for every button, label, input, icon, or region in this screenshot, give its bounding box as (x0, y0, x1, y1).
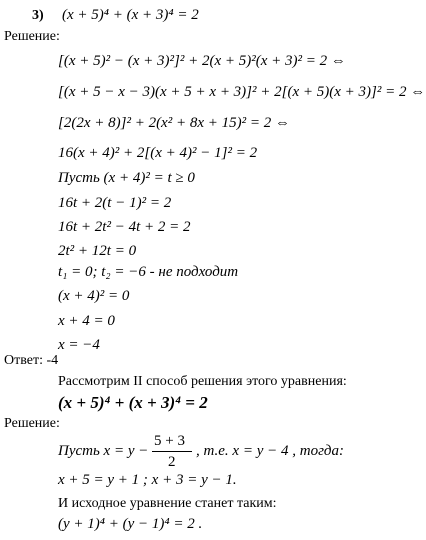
fraction-numerator: 5 + 3 (154, 433, 185, 449)
solution-step: 16t + 2t² − 4t + 2 = 2 (58, 219, 191, 235)
fraction-denominator: 2 (168, 454, 176, 470)
fraction-bar (152, 451, 192, 452)
solution-step: [(x + 5 − x − 3)(x + 5 + x + 3)]² + 2[(x + 5)(x + 3)]² = 2 ⇔ (58, 84, 426, 100)
problem-equation: (x + 5)⁴ + (x + 3)⁴ = 2 (62, 7, 199, 23)
solution-step: x = −4 (58, 337, 100, 353)
substitution-prefix: Пусть x = y − (58, 443, 149, 459)
solution-two-step: x + 5 = y + 1 ; x + 3 = y − 1. (58, 472, 237, 488)
solution-step: 16t + 2(t − 1)² = 2 (58, 195, 172, 211)
method-two-equation: (x + 5)⁴ + (x + 3)⁴ = 2 (58, 393, 208, 412)
solution-two-text: И исходное уравнение станет таким: (58, 496, 277, 511)
solution-step: 2t² + 12t = 0 (58, 243, 137, 259)
substitution-line: Пусть (x + 4)² = t ≥ 0 (58, 170, 195, 186)
solution-step: (x + 4)² = 0 (58, 288, 130, 304)
solution-step: x + 4 = 0 (58, 313, 115, 329)
answer-line: Ответ: -4 (4, 353, 59, 368)
solution-step: [2(2x + 8)]² + 2(x² + 8x + 15)² = 2 ⇔ (58, 115, 290, 131)
problem-number: 3) (32, 8, 44, 23)
solution-two-label: Решение: (4, 416, 60, 431)
solution-step: 16(x + 4)² + 2[(x + 4)² − 1]² = 2 (58, 145, 258, 161)
method-two-intro: Рассмотрим II способ решения этого уравнения: (58, 374, 347, 389)
roots-line: t₁ = 0; t₂ = −6 - не подходит (58, 264, 239, 280)
substitution-suffix: , т.е. x = y − 4 , тогда: (196, 443, 345, 459)
solution-two-step: (y + 1)⁴ + (y − 1)⁴ = 2 . (58, 516, 203, 532)
solution-step: [(x + 5)² − (x + 3)²]² + 2(x + 5)²(x + 3)² = 2 ⇔ (58, 53, 346, 69)
solution-label: Решение: (4, 29, 60, 44)
